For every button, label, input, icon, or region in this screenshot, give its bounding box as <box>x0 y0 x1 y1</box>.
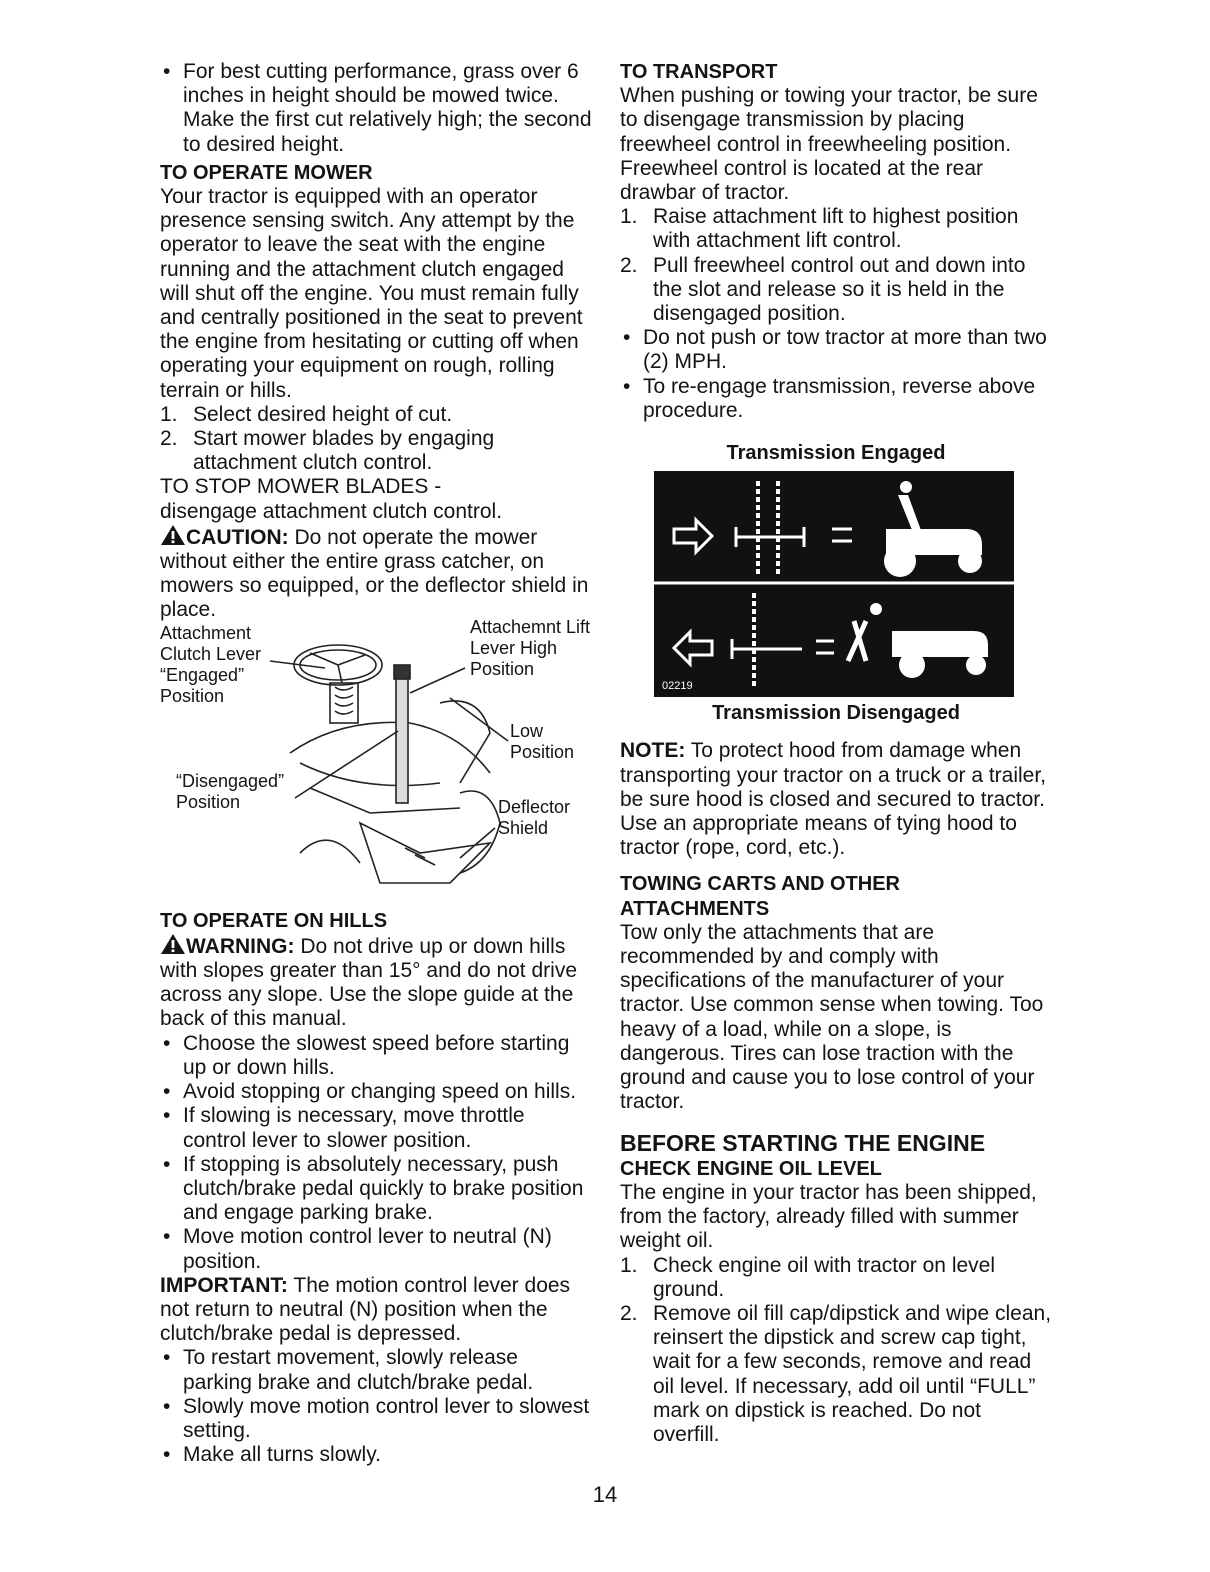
warning-triangle-icon <box>160 524 186 546</box>
list-item: • If slowing is necessary, move throttle control lever to slower position. <box>163 1104 525 1152</box>
towing-heading: TOWING CARTS AND OTHER ATTACHMENTS <box>620 873 900 920</box>
transport-heading: TO TRANSPORT <box>620 61 778 83</box>
lift-lever-label: Attachemnt Lift Lever High Position <box>470 616 591 679</box>
engine-body: The engine in your tractor has been shipped, from the factory, already filled with summer weight oil. <box>620 1180 1037 1253</box>
list-item: • Move motion control lever to neutral (N) position. <box>163 1225 552 1273</box>
engaged-caption: Transmission Engaged <box>726 442 946 465</box>
list-item: 1. Select desired height of cut. <box>160 402 453 426</box>
list-item: • To restart movement, slowly release parking brake and clutch/brake pedal. <box>163 1346 534 1394</box>
caution-label: CAUTION: <box>186 525 289 549</box>
transport-body: When pushing or towing your tractor, be sure to disengage transmission by placing freewheel control in freewheeling position. Freewheel control is located at the rear drawbar of tractor. <box>620 84 1038 205</box>
list-item: 1. Raise attachment lift to highest position with attachment lift control. <box>620 205 1019 253</box>
towing-body: Tow only the attachments that are recommended by and comply with specifications of the manufacturer of your tractor. Use common sense when towing. Too heavy of a load, while on a slope, is dangerous. Tires can lose traction with the ground and cause you to lose control of your tractor. <box>620 920 1044 1114</box>
low-position-label: Low Position <box>510 720 575 762</box>
list-item: 2. Start mower blades by engaging attachment clutch control. <box>160 427 495 475</box>
right-column <box>620 60 1052 1447</box>
important-label: IMPORTANT: <box>160 1273 288 1297</box>
intro-bullet: • For best cutting performance, grass over 6 inches in height should be mowed twice. Make the first cut relatively high; the second to desired height. <box>163 60 592 156</box>
note-label: NOTE: <box>620 739 686 763</box>
stop-blades-instruction: disengage attachment clutch control. <box>160 499 503 523</box>
list-item: • To re-engage transmission, reverse above procedure. <box>623 374 1036 422</box>
mower-lever-figure <box>160 616 592 893</box>
list-item: • Choose the slowest speed before starting up or down hills. <box>163 1031 570 1079</box>
list-item: • Avoid stopping or changing speed on hills. <box>163 1080 577 1104</box>
list-item: 2. Pull freewheel control out and down into the slot and release so it is held in the disengaged position. <box>620 253 1026 326</box>
before-starting-heading: BEFORE STARTING THE ENGINE <box>620 1129 986 1156</box>
important-paragraph: IMPORTANT: The motion control lever does not return to neutral (N) position when the clutch/brake pedal is depressed. <box>160 1273 571 1346</box>
left-column <box>160 60 592 1467</box>
stop-blades-line: TO STOP MOWER BLADES - <box>160 475 442 499</box>
warning-label: WARNING: <box>186 934 295 958</box>
caution-paragraph: CAUTION: Do not operate the mower without either the entire grass catcher, on mowers so equipped, or the deflector shield in place. <box>160 525 589 622</box>
list-item: • Do not push or tow tractor at more than two (2) MPH. <box>623 326 1047 374</box>
list-item: • Make all turns slowly. <box>163 1443 382 1467</box>
transmission-diagram <box>654 471 1014 697</box>
operate-mower-body: Your tractor is equipped with an operator presence sensing switch. Any attempt by the operator to leave the seat with the engine running and the attachment clutch engaged will shut off the engine. You must remain fully and centrally positioned in the seat to prevent the engine from hesitating or cutting off when operating your equipment on rough, rolling terrain or hills. <box>160 185 583 402</box>
check-oil-heading: CHECK ENGINE OIL LEVEL <box>620 1157 882 1180</box>
operate-mower-heading: TO OPERATE MOWER <box>160 161 373 184</box>
transmission-symbols-illustration <box>654 471 1014 697</box>
list-item: 1. Check engine oil with tractor on level ground. <box>620 1253 996 1301</box>
hills-heading: TO OPERATE ON HILLS <box>160 909 388 932</box>
note-paragraph: NOTE: To protect hood from damage when transporting your tractor on a truck or a trailer, be sure hood is closed and secured to tractor. Use an appropriate means of tying hood to tractor (rope, cord, etc.). <box>620 739 1047 860</box>
list-item: • If stopping is absolutely necessary, push clutch/brake pedal quickly to brake position and engage parking brake. <box>163 1152 584 1225</box>
warning-triangle-icon <box>160 933 186 955</box>
disengaged-caption: Transmission Disengaged <box>712 702 960 725</box>
warning-paragraph: WARNING: Do not drive up or down hills with slopes greater than 15° and do not drive across any slope. Use the slope guide at the back of this manual. <box>160 934 577 1031</box>
diagram-code: 02219 <box>662 680 693 693</box>
disengaged-label: “Disengaged” Position <box>176 770 285 812</box>
bullet-mark: • <box>163 60 171 83</box>
list-item: • Slowly move motion control lever to slowest setting. <box>163 1394 590 1442</box>
list-item: 2. Remove oil fill cap/dipstick and wipe clean, reinsert the dipstick and screw cap tight, wait for a few seconds, remove and read oil level. If necessary, add oil until “FULL” mark on dipstick is reached. Do not overfill. <box>620 1301 1052 1446</box>
clutch-engaged-label: Attachment Clutch Lever “Engaged” Position <box>160 622 262 706</box>
page-number: 14 <box>592 1482 618 1507</box>
deflector-label: Deflector Shield <box>498 796 571 838</box>
